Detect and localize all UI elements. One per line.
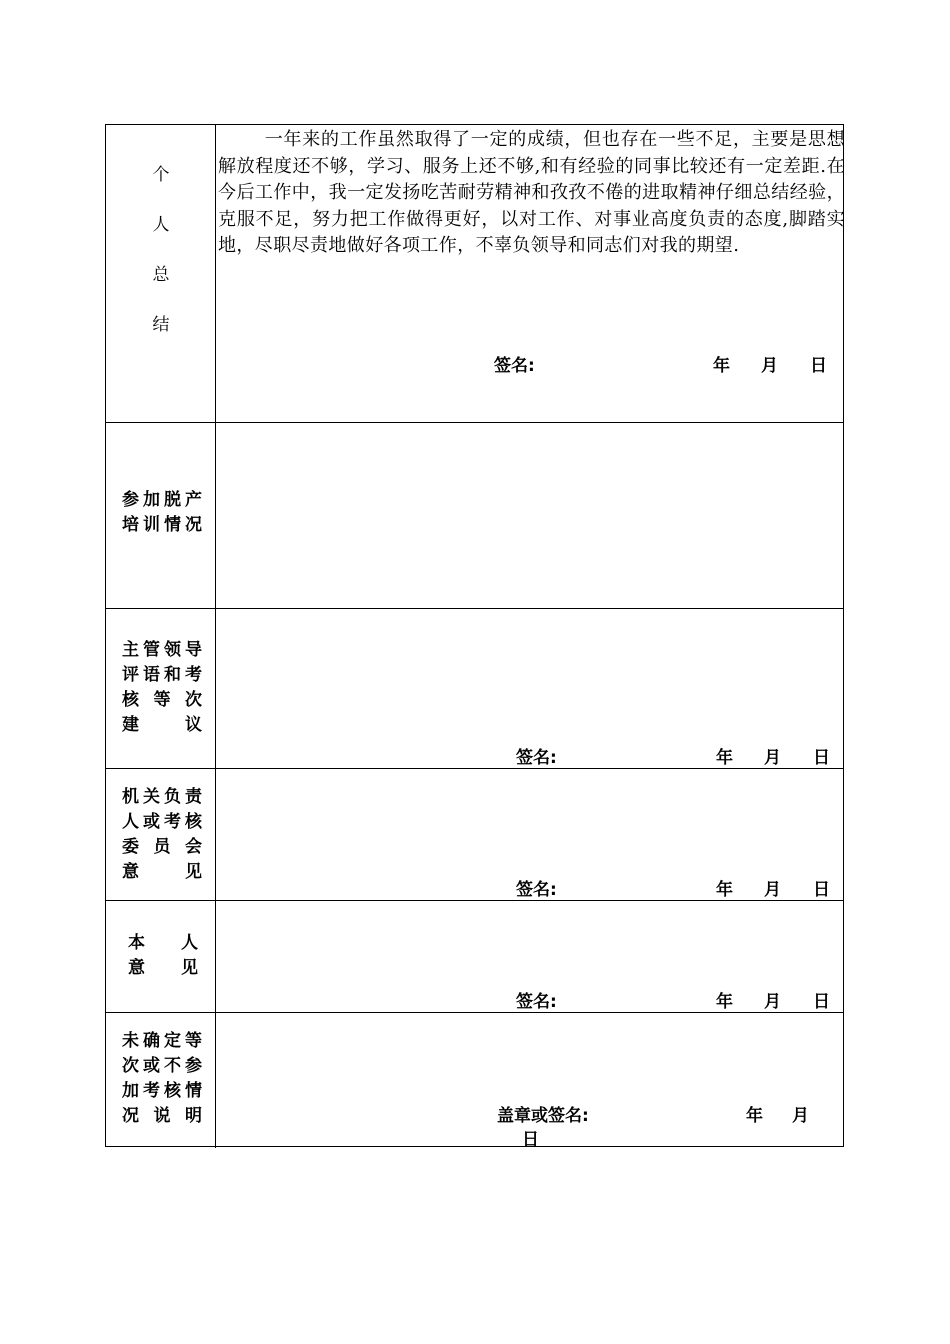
content-cell-self-opinion[interactable]: [216, 901, 843, 1012]
label-cell-personal-summary: [106, 125, 216, 422]
label-line: 机 关 负 责: [122, 787, 202, 807]
row-supervisor: [106, 609, 843, 769]
row-self-opinion: [106, 901, 843, 1013]
summary-paragraph: 一年来的工作虽然取得了一定的成绩，但也存在一些不足，主要是思想解放程度还不够，学习、服务上还不够,和有经验的同事比较还有一定差距.在今后工作中，我一定发扬吃苦耐劳精神和孜孜不倦的进取精神仔细总结经验，克服不足，努力把工作做得更好，以对工作、对事业高度负责的态度,脚踏实地，尽职尽责地做好各项工作，不辜负领导和同志们对我的期望.: [218, 129, 845, 256]
month-label: 月: [764, 748, 781, 768]
month-label: 月: [764, 880, 781, 900]
year-label: 年: [716, 880, 733, 900]
year-label: 年: [716, 992, 733, 1012]
day-label: 日: [810, 356, 827, 376]
label-line: 加 考 核 情: [122, 1081, 202, 1101]
signature-label: 签名:: [516, 992, 557, 1012]
month-label: 月: [792, 1106, 809, 1126]
row-undetermined: [106, 1013, 843, 1148]
label-line: 意 见: [128, 958, 198, 978]
signature-label: 签名:: [516, 748, 557, 768]
day-label: 日: [813, 748, 830, 768]
signature-label: 签名:: [494, 356, 535, 376]
day-label: 日: [813, 992, 830, 1012]
row-training: [106, 423, 843, 609]
label-supervisor: [122, 638, 202, 738]
label-line: 培 训 情 况: [122, 515, 202, 535]
label-line: 委 员 会: [122, 837, 202, 857]
label-line: 主 管 领 导: [122, 640, 202, 660]
label-char: 人: [152, 215, 170, 235]
year-label: 年: [716, 748, 733, 768]
label-char: 总: [152, 265, 170, 285]
label-line: 况 说 明: [122, 1106, 202, 1126]
label-training: [122, 488, 202, 538]
content-cell-training[interactable]: [216, 423, 843, 608]
label-line: 意 见: [122, 862, 202, 882]
label-line: 未 确 定 等: [122, 1031, 202, 1051]
label-undetermined: [122, 1029, 202, 1129]
label-line: 核 等 次: [122, 690, 202, 710]
month-label: 月: [764, 992, 781, 1012]
label-cell-self-opinion: [106, 901, 216, 1012]
label-line: 次 或 不 参: [122, 1056, 202, 1076]
label-line: 本 人: [128, 933, 198, 953]
label-char: 个: [152, 165, 170, 185]
label-cell-committee: [106, 769, 216, 900]
year-label: 年: [713, 356, 730, 376]
content-cell-committee[interactable]: [216, 769, 843, 900]
signature-label: 签名:: [516, 880, 557, 900]
label-cell-training: [106, 423, 216, 608]
label-line: 建 议: [122, 715, 202, 735]
label-cell-supervisor: [106, 609, 216, 768]
label-committee: [122, 785, 202, 885]
content-cell-personal-summary[interactable]: [216, 125, 843, 422]
day-label: 日: [522, 1130, 539, 1150]
label-line: 评 语 和 考: [122, 665, 202, 685]
content-cell-undetermined[interactable]: [216, 1013, 843, 1148]
day-label: 日: [813, 880, 830, 900]
content-cell-supervisor[interactable]: [216, 609, 843, 768]
row-personal-summary: [106, 125, 843, 423]
label-char: 结: [152, 315, 170, 335]
label-cell-undetermined: [106, 1013, 216, 1148]
month-label: 月: [761, 356, 778, 376]
label-personal-summary: [106, 165, 216, 365]
label-self-opinion: [128, 931, 198, 981]
appraisal-form-table: [105, 124, 845, 1150]
label-line: 人 或 考 核: [122, 812, 202, 832]
signature-label: 盖章或签名:: [497, 1106, 589, 1126]
year-label: 年: [746, 1106, 763, 1126]
label-line: 参 加 脱 产: [122, 490, 202, 510]
row-committee: [106, 769, 843, 901]
